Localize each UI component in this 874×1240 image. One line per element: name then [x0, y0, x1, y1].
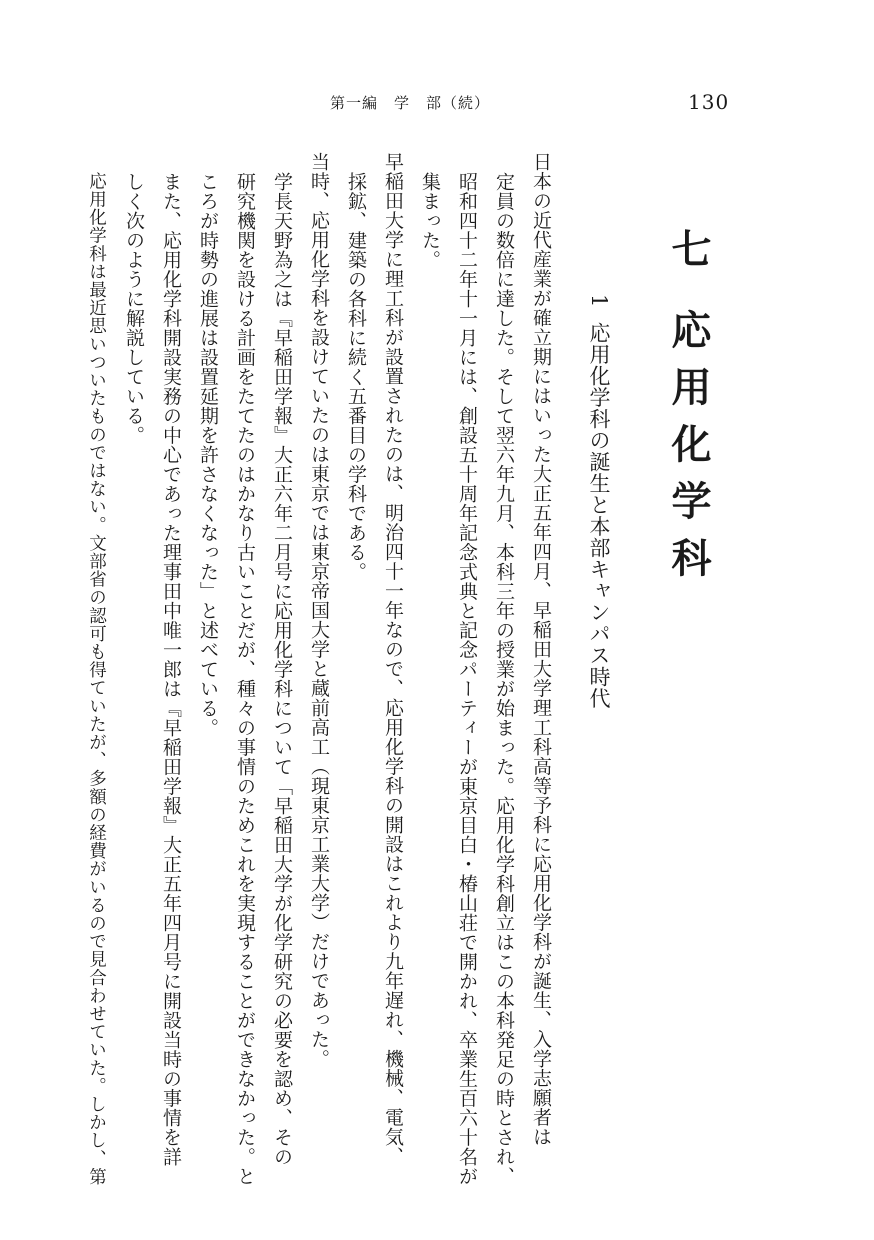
section-number: 1 [587, 294, 611, 308]
body-line: 当時、応用化学科を設けていたのは東京では東京帝国大学と蔵前高工（現東京工業大学）だけであった。 [308, 152, 330, 1069]
body-line: 学長天野為之は『早稲田学報』大正六年二月号に応用化学科について「早稲田大学が化学研究の必要を認め、その [271, 172, 293, 1167]
body-line: 定員の数倍に達した。そして翌六年九月、本科三年の授業が始まった。応用化学科創立はこの本科発足の時とされ、 [493, 172, 515, 1186]
section-heading [588, 294, 609, 709]
section-title-text: 応用化学科の誕生と本部キャンパス時代 [587, 321, 611, 709]
running-head: 第一編 学 部（続） [330, 94, 491, 112]
quote-line: 応用化学科は最近思いついたものではない。文部省の認可も得ていたが、多額の経費がいるので見合わせていた。しかし、第 [86, 172, 107, 1186]
body-line: 日本の近代産業が確立期にはいった大正五年四月、早稲田大学理工科高等予科に応用化学科が誕生、入学志願者は [530, 152, 552, 1147]
body-line: ころが時勢の進展は設置延期を許さなくなった」と述べている。 [197, 172, 219, 738]
body-line: 早稲田大学に理工科が設置されたのは、明治四十一年なので、応用化学科の開設はこれより九年遅れ、機械、電気、 [382, 152, 404, 1166]
body-line: しく次のように解説している。 [123, 172, 145, 445]
page-number: 130 [688, 90, 730, 114]
body-line: 昭和四十二年十一月には、創設五十周年記念式典と記念パーティーが東京目白・椿山荘で開かれ、卒業生百六十名が [456, 172, 478, 1186]
body-line: 研究機関を設ける計画をたてたのはかなり古いことだが、種々の事情のためこれを実現することができなかった。と [234, 172, 256, 1186]
body-line: また、応用化学科開設実務の中心であった理事田中唯一郎は『早稲田学報』大正五年四月号に開設当時の事情を詳 [160, 172, 182, 1167]
chapter-title [665, 228, 712, 594]
body-line: 採鉱、建築の各科に続く五番目の学科である。 [345, 172, 367, 582]
chapter-title-text: 応用化学科 [665, 309, 712, 594]
chapter-number: 七 [665, 228, 712, 285]
body-line: 集まった。 [419, 172, 441, 270]
